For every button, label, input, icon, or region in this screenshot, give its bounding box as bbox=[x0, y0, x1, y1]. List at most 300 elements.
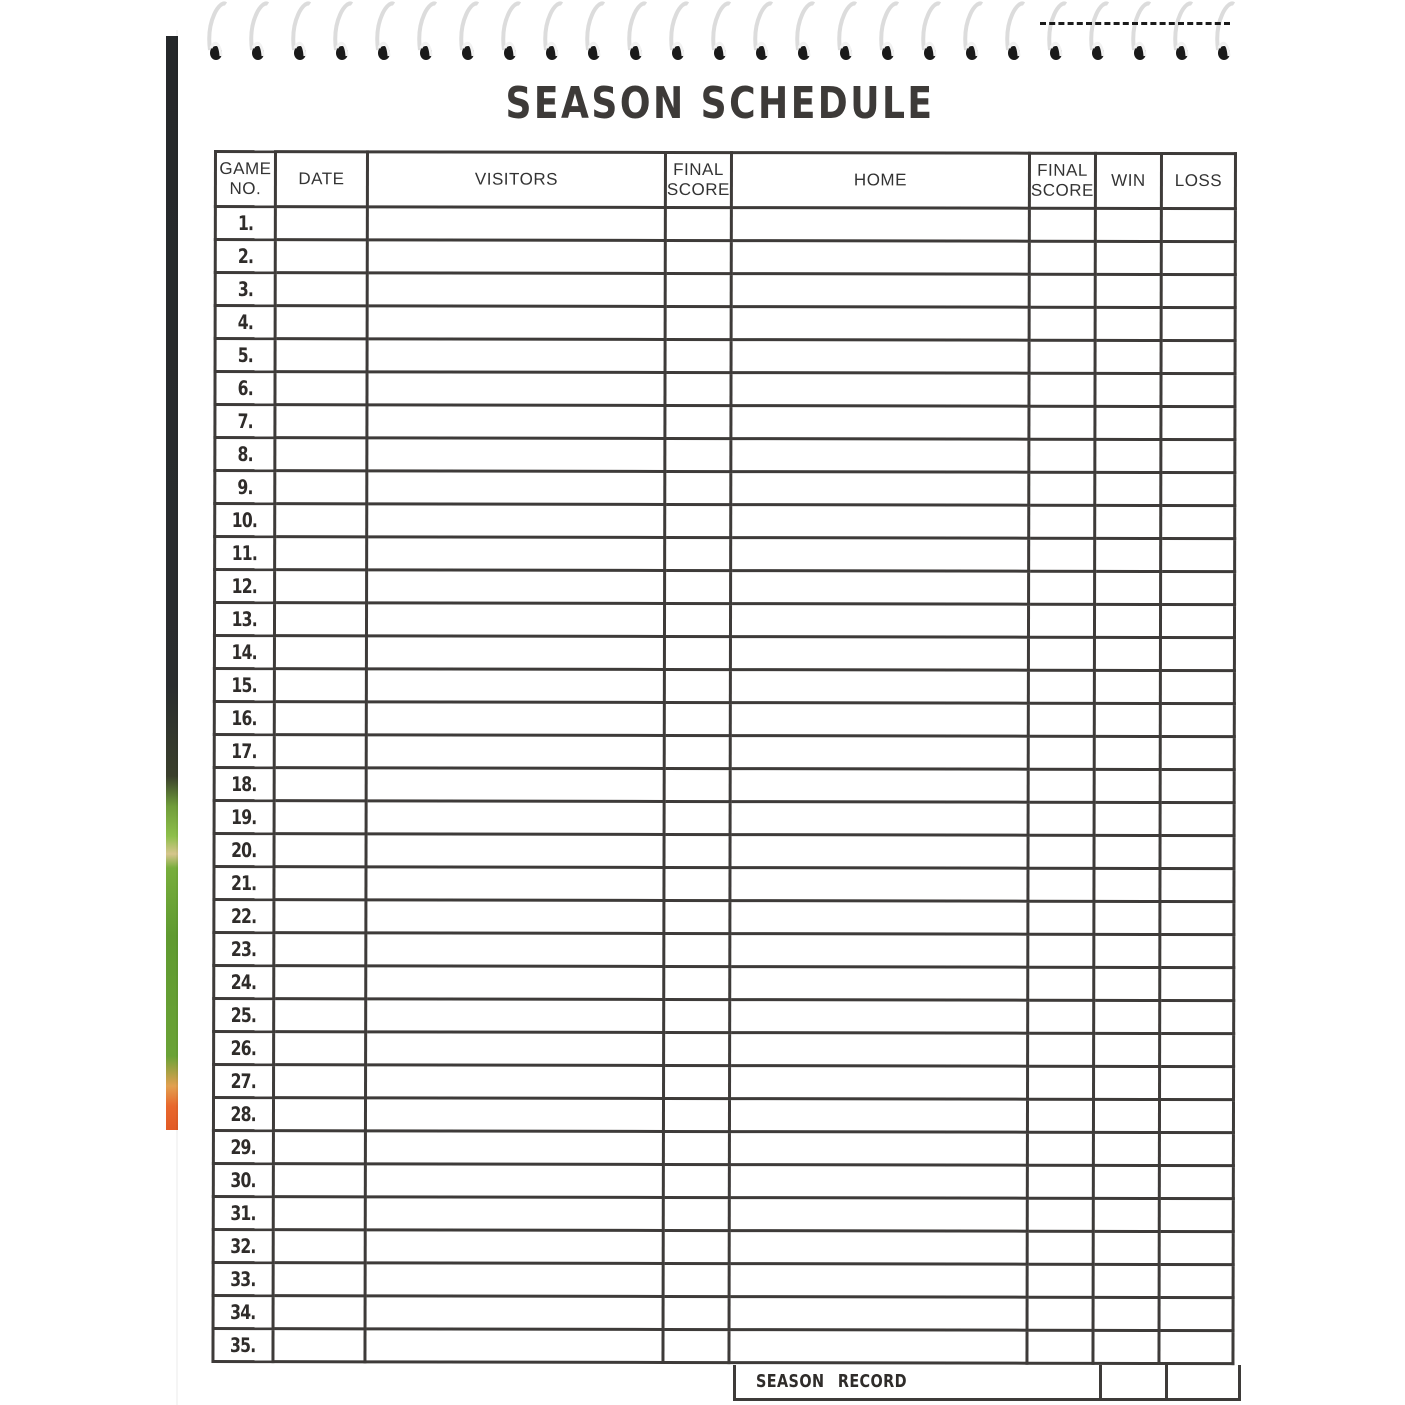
visitors-cell[interactable] bbox=[365, 1329, 663, 1363]
game-number: 29. bbox=[213, 1131, 273, 1164]
visitors-score-cell[interactable] bbox=[665, 570, 731, 603]
visitors-score-cell[interactable] bbox=[665, 240, 731, 273]
home-score-cell[interactable] bbox=[1027, 1264, 1093, 1297]
loss-cell[interactable] bbox=[1160, 835, 1234, 868]
home-score-cell[interactable] bbox=[1029, 373, 1095, 406]
home-cell[interactable] bbox=[729, 1264, 1027, 1298]
loss-cell[interactable] bbox=[1159, 1132, 1233, 1165]
visitors-score-cell[interactable] bbox=[665, 273, 731, 306]
date-cell[interactable] bbox=[274, 603, 366, 636]
home-cell[interactable] bbox=[730, 769, 1028, 803]
season-record-loss-cell[interactable] bbox=[1167, 1365, 1240, 1400]
home-score-cell[interactable] bbox=[1029, 406, 1095, 439]
win-cell[interactable] bbox=[1095, 571, 1161, 604]
date-cell[interactable] bbox=[275, 405, 367, 438]
visitors-cell[interactable] bbox=[367, 339, 665, 373]
spiral-ring bbox=[1007, 3, 1024, 60]
win-cell[interactable] bbox=[1093, 1297, 1159, 1330]
game-number: 13. bbox=[214, 603, 274, 636]
spiral-ring bbox=[461, 3, 478, 60]
date-cell[interactable] bbox=[274, 900, 366, 933]
home-cell[interactable] bbox=[730, 1066, 1028, 1100]
date-cell[interactable] bbox=[275, 438, 367, 471]
header-game-no: GAME NO. bbox=[215, 152, 275, 207]
home-score-cell[interactable] bbox=[1029, 241, 1095, 274]
home-cell[interactable] bbox=[731, 538, 1029, 572]
spiral-ring bbox=[1175, 3, 1192, 60]
home-score-cell[interactable] bbox=[1027, 1099, 1093, 1132]
table-row bbox=[215, 438, 1235, 473]
visitors-score-cell[interactable] bbox=[665, 471, 731, 504]
binding-wire bbox=[1040, 22, 1230, 25]
home-score-cell[interactable] bbox=[1027, 1231, 1093, 1264]
date-cell[interactable] bbox=[275, 372, 367, 405]
win-cell[interactable] bbox=[1094, 670, 1160, 703]
home-score-cell[interactable] bbox=[1028, 736, 1094, 769]
loss-cell[interactable] bbox=[1160, 802, 1234, 835]
win-cell[interactable] bbox=[1094, 967, 1160, 1000]
table-row bbox=[214, 801, 1234, 836]
visitors-score-cell[interactable] bbox=[665, 339, 731, 372]
visitors-score-cell[interactable] bbox=[664, 702, 730, 735]
visitors-cell[interactable] bbox=[367, 570, 665, 604]
home-cell[interactable] bbox=[731, 505, 1029, 539]
date-cell[interactable] bbox=[274, 933, 366, 966]
home-score-cell[interactable] bbox=[1028, 670, 1094, 703]
home-score-cell[interactable] bbox=[1029, 472, 1095, 505]
win-cell[interactable] bbox=[1095, 340, 1161, 373]
date-cell[interactable] bbox=[274, 669, 366, 702]
date-cell[interactable] bbox=[273, 1296, 365, 1329]
home-cell[interactable] bbox=[729, 1297, 1027, 1331]
spiral-ring bbox=[629, 3, 646, 60]
spiral-ring bbox=[419, 3, 436, 60]
visitors-score-cell[interactable] bbox=[664, 603, 730, 636]
loss-cell[interactable] bbox=[1160, 736, 1234, 769]
visitors-score-cell[interactable] bbox=[664, 735, 730, 768]
home-cell[interactable] bbox=[730, 967, 1028, 1001]
win-cell[interactable] bbox=[1095, 505, 1161, 538]
win-cell[interactable] bbox=[1095, 307, 1161, 340]
home-score-cell[interactable] bbox=[1027, 1165, 1093, 1198]
home-cell[interactable] bbox=[730, 637, 1028, 671]
spiral-ring bbox=[587, 3, 604, 60]
win-cell[interactable] bbox=[1093, 1198, 1159, 1231]
game-number: 8. bbox=[215, 438, 275, 471]
date-cell[interactable] bbox=[274, 735, 366, 768]
home-score-cell[interactable] bbox=[1029, 208, 1095, 241]
home-cell[interactable] bbox=[731, 406, 1029, 440]
visitors-score-cell[interactable] bbox=[665, 306, 731, 339]
visitors-cell[interactable] bbox=[365, 1230, 663, 1264]
home-cell[interactable] bbox=[731, 439, 1029, 473]
visitors-score-cell[interactable] bbox=[664, 966, 730, 999]
visitors-cell[interactable] bbox=[367, 504, 665, 538]
visitors-cell[interactable] bbox=[366, 735, 664, 769]
loss-cell[interactable] bbox=[1160, 967, 1234, 1000]
spiral-ring bbox=[251, 3, 268, 60]
win-cell[interactable] bbox=[1095, 538, 1161, 571]
date-cell[interactable] bbox=[273, 1263, 365, 1296]
home-score-cell[interactable] bbox=[1028, 967, 1094, 1000]
visitors-cell[interactable] bbox=[367, 273, 665, 307]
win-cell[interactable] bbox=[1093, 1132, 1159, 1165]
win-cell[interactable] bbox=[1094, 868, 1160, 901]
table-row bbox=[214, 768, 1234, 803]
header-date: DATE bbox=[275, 152, 367, 207]
home-score-cell[interactable] bbox=[1029, 538, 1095, 571]
win-cell[interactable] bbox=[1095, 208, 1161, 241]
loss-cell[interactable] bbox=[1160, 604, 1234, 637]
visitors-score-cell[interactable] bbox=[663, 1329, 729, 1362]
visitors-cell[interactable] bbox=[365, 1164, 663, 1198]
loss-cell[interactable] bbox=[1160, 703, 1234, 736]
visitors-score-cell[interactable] bbox=[663, 1263, 729, 1296]
home-score-cell[interactable] bbox=[1027, 1297, 1093, 1330]
date-cell[interactable] bbox=[273, 1164, 365, 1197]
home-cell[interactable] bbox=[730, 703, 1028, 737]
loss-cell[interactable] bbox=[1159, 1165, 1233, 1198]
date-cell[interactable] bbox=[275, 504, 367, 537]
spiral-ring bbox=[1091, 3, 1108, 60]
date-cell[interactable] bbox=[275, 537, 367, 570]
visitors-cell[interactable] bbox=[367, 372, 665, 406]
home-cell[interactable] bbox=[730, 1000, 1028, 1034]
win-cell[interactable] bbox=[1094, 802, 1160, 835]
date-cell[interactable] bbox=[275, 339, 367, 372]
home-score-cell[interactable] bbox=[1028, 835, 1094, 868]
loss-cell[interactable] bbox=[1161, 505, 1235, 538]
visitors-cell[interactable] bbox=[367, 405, 665, 439]
visitors-cell[interactable] bbox=[366, 1065, 664, 1099]
visitors-cell[interactable] bbox=[366, 603, 664, 637]
loss-cell[interactable] bbox=[1159, 1330, 1233, 1363]
loss-cell[interactable] bbox=[1161, 439, 1235, 472]
date-cell[interactable] bbox=[273, 1197, 365, 1230]
game-number: 33. bbox=[213, 1263, 273, 1296]
loss-cell[interactable] bbox=[1160, 868, 1234, 901]
visitors-cell[interactable] bbox=[367, 240, 665, 274]
game-number: 3. bbox=[215, 273, 275, 306]
home-score-cell[interactable] bbox=[1029, 307, 1095, 340]
home-cell[interactable] bbox=[731, 241, 1029, 275]
table-row bbox=[214, 603, 1234, 638]
date-cell[interactable] bbox=[274, 867, 366, 900]
visitors-score-cell[interactable] bbox=[663, 1098, 729, 1131]
home-score-cell[interactable] bbox=[1028, 901, 1094, 934]
home-cell[interactable] bbox=[731, 571, 1029, 605]
win-cell[interactable] bbox=[1094, 637, 1160, 670]
loss-cell[interactable] bbox=[1160, 637, 1234, 670]
win-cell[interactable] bbox=[1094, 1033, 1160, 1066]
win-cell[interactable] bbox=[1093, 1099, 1159, 1132]
date-cell[interactable] bbox=[275, 306, 367, 339]
visitors-score-cell[interactable] bbox=[665, 372, 731, 405]
win-cell[interactable] bbox=[1094, 604, 1160, 637]
visitors-score-cell[interactable] bbox=[664, 768, 730, 801]
win-cell[interactable] bbox=[1095, 373, 1161, 406]
header-home: HOME bbox=[731, 153, 1029, 209]
home-score-cell[interactable] bbox=[1028, 868, 1094, 901]
loss-cell[interactable] bbox=[1161, 373, 1235, 406]
game-number: 30. bbox=[213, 1164, 273, 1197]
home-cell[interactable] bbox=[730, 934, 1028, 968]
spiral-ring bbox=[293, 3, 310, 60]
loss-cell[interactable] bbox=[1161, 274, 1235, 307]
date-cell[interactable] bbox=[273, 1098, 365, 1131]
visitors-cell[interactable] bbox=[366, 900, 664, 934]
home-cell[interactable] bbox=[729, 1099, 1027, 1133]
loss-cell[interactable] bbox=[1161, 307, 1235, 340]
date-cell[interactable] bbox=[275, 207, 367, 240]
visitors-cell[interactable] bbox=[366, 966, 664, 1000]
visitors-score-cell[interactable] bbox=[665, 504, 731, 537]
spiral-ring bbox=[797, 3, 814, 60]
home-score-cell[interactable] bbox=[1028, 802, 1094, 835]
loss-cell[interactable] bbox=[1161, 571, 1235, 604]
visitors-cell[interactable] bbox=[365, 1263, 663, 1297]
win-cell[interactable] bbox=[1095, 241, 1161, 274]
season-record-win-cell[interactable] bbox=[1101, 1365, 1167, 1400]
win-cell[interactable] bbox=[1094, 1066, 1160, 1099]
loss-cell[interactable] bbox=[1160, 1000, 1234, 1033]
date-cell[interactable] bbox=[274, 834, 366, 867]
visitors-cell[interactable] bbox=[366, 867, 664, 901]
date-cell[interactable] bbox=[273, 1230, 365, 1263]
visitors-cell[interactable] bbox=[367, 537, 665, 571]
visitors-cell[interactable] bbox=[365, 1197, 663, 1231]
header-win: WIN bbox=[1095, 153, 1161, 208]
table-row bbox=[214, 636, 1234, 671]
visitors-cell[interactable] bbox=[366, 702, 664, 736]
win-cell[interactable] bbox=[1095, 439, 1161, 472]
win-cell[interactable] bbox=[1093, 1330, 1159, 1363]
win-cell[interactable] bbox=[1095, 472, 1161, 505]
home-cell[interactable] bbox=[731, 472, 1029, 506]
home-cell[interactable] bbox=[731, 307, 1029, 341]
loss-cell[interactable] bbox=[1159, 1231, 1233, 1264]
table-row bbox=[213, 1329, 1233, 1364]
table-row bbox=[215, 240, 1235, 275]
home-score-cell[interactable] bbox=[1028, 637, 1094, 670]
visitors-score-cell[interactable] bbox=[663, 1164, 729, 1197]
win-cell[interactable] bbox=[1094, 835, 1160, 868]
win-cell[interactable] bbox=[1093, 1165, 1159, 1198]
date-cell[interactable] bbox=[273, 1329, 365, 1362]
win-cell[interactable] bbox=[1095, 274, 1161, 307]
home-cell[interactable] bbox=[730, 670, 1028, 704]
home-score-cell[interactable] bbox=[1029, 340, 1095, 373]
home-score-cell[interactable] bbox=[1027, 1330, 1093, 1363]
date-cell[interactable] bbox=[274, 966, 366, 999]
win-cell[interactable] bbox=[1093, 1264, 1159, 1297]
home-cell[interactable] bbox=[730, 604, 1028, 638]
home-cell[interactable] bbox=[731, 208, 1029, 242]
loss-cell[interactable] bbox=[1159, 1264, 1233, 1297]
game-number: 34. bbox=[213, 1296, 273, 1329]
home-cell[interactable] bbox=[729, 1165, 1027, 1199]
home-cell[interactable] bbox=[731, 340, 1029, 374]
header-final-score-home: FINAL SCORE bbox=[1029, 153, 1095, 208]
loss-cell[interactable] bbox=[1160, 1066, 1234, 1099]
game-number: 1. bbox=[215, 207, 275, 240]
table-row bbox=[215, 405, 1235, 440]
visitors-score-cell[interactable] bbox=[665, 405, 731, 438]
game-number: 10. bbox=[215, 504, 275, 537]
visitors-cell[interactable] bbox=[366, 669, 664, 703]
date-cell[interactable] bbox=[274, 636, 366, 669]
home-cell[interactable] bbox=[730, 901, 1028, 935]
table-row bbox=[214, 702, 1234, 737]
loss-cell[interactable] bbox=[1159, 1297, 1233, 1330]
visitors-cell[interactable] bbox=[367, 471, 665, 505]
loss-cell[interactable] bbox=[1160, 901, 1234, 934]
home-score-cell[interactable] bbox=[1027, 1132, 1093, 1165]
visitors-score-cell[interactable] bbox=[664, 900, 730, 933]
win-cell[interactable] bbox=[1094, 769, 1160, 802]
home-cell[interactable] bbox=[730, 802, 1028, 836]
loss-cell[interactable] bbox=[1159, 1198, 1233, 1231]
loss-cell[interactable] bbox=[1161, 406, 1235, 439]
win-cell[interactable] bbox=[1094, 1000, 1160, 1033]
win-cell[interactable] bbox=[1094, 703, 1160, 736]
visitors-cell[interactable] bbox=[367, 306, 665, 340]
visitors-score-cell[interactable] bbox=[663, 1230, 729, 1263]
visitors-score-cell[interactable] bbox=[664, 867, 730, 900]
home-cell[interactable] bbox=[730, 868, 1028, 902]
home-score-cell[interactable] bbox=[1029, 505, 1095, 538]
game-number: 20. bbox=[214, 834, 274, 867]
home-score-cell[interactable] bbox=[1029, 571, 1095, 604]
visitors-score-cell[interactable] bbox=[663, 1197, 729, 1230]
date-cell[interactable] bbox=[275, 471, 367, 504]
loss-cell[interactable] bbox=[1159, 1099, 1233, 1132]
visitors-score-cell[interactable] bbox=[664, 999, 730, 1032]
date-cell[interactable] bbox=[274, 999, 366, 1032]
home-cell[interactable] bbox=[730, 835, 1028, 869]
loss-cell[interactable] bbox=[1161, 538, 1235, 571]
loss-cell[interactable] bbox=[1161, 241, 1235, 274]
win-cell[interactable] bbox=[1094, 901, 1160, 934]
game-number: 28. bbox=[213, 1098, 273, 1131]
home-score-cell[interactable] bbox=[1028, 769, 1094, 802]
game-number: 17. bbox=[214, 735, 274, 768]
home-score-cell[interactable] bbox=[1028, 934, 1094, 967]
visitors-score-cell[interactable] bbox=[665, 438, 731, 471]
game-number: 26. bbox=[214, 1032, 274, 1065]
home-cell[interactable] bbox=[729, 1231, 1027, 1265]
visitors-score-cell[interactable] bbox=[664, 669, 730, 702]
table-row bbox=[214, 900, 1234, 935]
visitors-cell[interactable] bbox=[367, 207, 665, 241]
visitors-cell[interactable] bbox=[365, 1131, 663, 1165]
visitors-cell[interactable] bbox=[365, 1098, 663, 1132]
date-cell[interactable] bbox=[275, 240, 367, 273]
visitors-cell[interactable] bbox=[366, 1032, 664, 1066]
date-cell[interactable] bbox=[274, 768, 366, 801]
visitors-cell[interactable] bbox=[366, 768, 664, 802]
visitors-cell[interactable] bbox=[366, 933, 664, 967]
loss-cell[interactable] bbox=[1160, 769, 1234, 802]
visitors-cell[interactable] bbox=[366, 636, 664, 670]
home-cell[interactable] bbox=[731, 274, 1029, 308]
home-score-cell[interactable] bbox=[1028, 1066, 1094, 1099]
table-row bbox=[213, 1263, 1233, 1298]
visitors-score-cell[interactable] bbox=[663, 1296, 729, 1329]
home-cell[interactable] bbox=[729, 1198, 1027, 1232]
visitors-cell[interactable] bbox=[366, 801, 664, 835]
visitors-cell[interactable] bbox=[366, 999, 664, 1033]
visitors-score-cell[interactable] bbox=[664, 933, 730, 966]
visitors-score-cell[interactable] bbox=[665, 207, 731, 240]
visitors-cell[interactable] bbox=[365, 1296, 663, 1330]
date-cell[interactable] bbox=[275, 570, 367, 603]
game-number: 35. bbox=[213, 1329, 273, 1362]
win-cell[interactable] bbox=[1094, 736, 1160, 769]
date-cell[interactable] bbox=[273, 1131, 365, 1164]
visitors-score-cell[interactable] bbox=[664, 1032, 730, 1065]
visitors-cell[interactable] bbox=[366, 834, 664, 868]
loss-cell[interactable] bbox=[1161, 340, 1235, 373]
visitors-score-cell[interactable] bbox=[663, 1131, 729, 1164]
win-cell[interactable] bbox=[1094, 934, 1160, 967]
game-number: 24. bbox=[214, 966, 274, 999]
win-cell[interactable] bbox=[1095, 406, 1161, 439]
visitors-score-cell[interactable] bbox=[664, 801, 730, 834]
loss-cell[interactable] bbox=[1161, 208, 1235, 241]
home-cell[interactable] bbox=[729, 1330, 1027, 1364]
date-cell[interactable] bbox=[274, 1065, 366, 1098]
home-cell[interactable] bbox=[729, 1132, 1027, 1166]
home-score-cell[interactable] bbox=[1028, 703, 1094, 736]
visitors-score-cell[interactable] bbox=[665, 537, 731, 570]
game-number: 14. bbox=[214, 636, 274, 669]
date-cell[interactable] bbox=[274, 1032, 366, 1065]
home-cell[interactable] bbox=[731, 373, 1029, 407]
table-row bbox=[215, 537, 1235, 572]
table-row bbox=[213, 1164, 1233, 1199]
home-score-cell[interactable] bbox=[1029, 274, 1095, 307]
spiral-ring bbox=[545, 3, 562, 60]
table-row bbox=[213, 1098, 1233, 1133]
visitors-score-cell[interactable] bbox=[664, 1065, 730, 1098]
table-row bbox=[213, 1230, 1233, 1265]
home-cell[interactable] bbox=[730, 1033, 1028, 1067]
visitors-score-cell[interactable] bbox=[664, 636, 730, 669]
visitors-cell[interactable] bbox=[367, 438, 665, 472]
date-cell[interactable] bbox=[274, 801, 366, 834]
date-cell[interactable] bbox=[274, 702, 366, 735]
game-number: 6. bbox=[215, 372, 275, 405]
visitors-score-cell[interactable] bbox=[664, 834, 730, 867]
loss-cell[interactable] bbox=[1160, 934, 1234, 967]
home-score-cell[interactable] bbox=[1029, 439, 1095, 472]
loss-cell[interactable] bbox=[1160, 670, 1234, 703]
spiral-ring bbox=[1217, 3, 1234, 60]
home-score-cell[interactable] bbox=[1028, 1000, 1094, 1033]
loss-cell[interactable] bbox=[1160, 1033, 1234, 1066]
home-score-cell[interactable] bbox=[1028, 1033, 1094, 1066]
game-number: 5. bbox=[215, 339, 275, 372]
home-score-cell[interactable] bbox=[1027, 1198, 1093, 1231]
home-score-cell[interactable] bbox=[1028, 604, 1094, 637]
home-cell[interactable] bbox=[730, 736, 1028, 770]
loss-cell[interactable] bbox=[1161, 472, 1235, 505]
win-cell[interactable] bbox=[1093, 1231, 1159, 1264]
spiral-binding bbox=[190, 0, 1240, 70]
date-cell[interactable] bbox=[275, 273, 367, 306]
spiral-ring bbox=[923, 3, 940, 60]
